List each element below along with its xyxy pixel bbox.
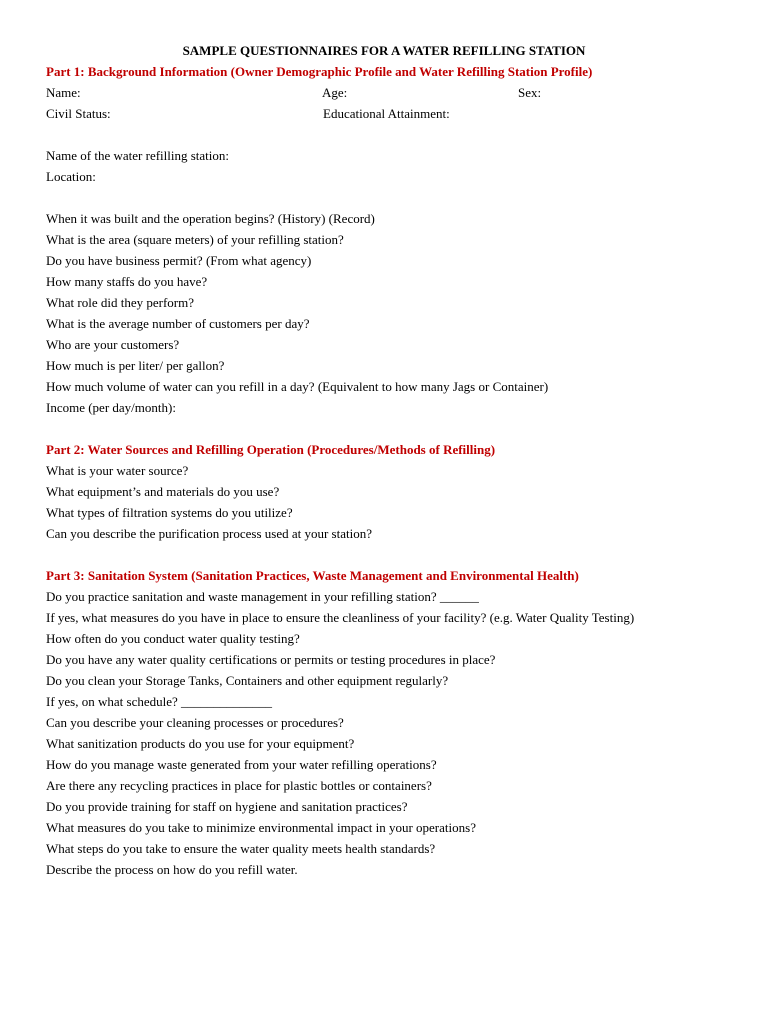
question-line: Do you practice sanitation and waste management in your refilling station? ______ — [46, 589, 479, 604]
question-line: If yes, on what schedule? ______________ — [46, 694, 273, 709]
age-label: Age: — [322, 85, 348, 100]
question-line: Income (per day/month): — [46, 400, 176, 415]
question-line: What types of filtration systems do you utilize? — [46, 505, 293, 520]
question-line: When it was built and the operation begins? (History) (Record) — [46, 211, 375, 226]
part3-heading: Part 3: Sanitation System (Sanitation Practices, Waste Management and Environmental Health) — [46, 568, 579, 583]
civil-status-label: Civil Status: — [46, 106, 111, 121]
question-line: How many staffs do you have? — [46, 274, 208, 289]
question-line: Do you provide training for staff on hygiene and sanitation practices? — [46, 799, 408, 814]
question-line: How often do you conduct water quality testing? — [46, 631, 300, 646]
sex-label: Sex: — [518, 85, 542, 100]
location-label: Location: — [46, 169, 96, 184]
question-line: If yes, what measures do you have in place to ensure the cleanliness of your facility? (e.g. Water Quality Testing) — [46, 610, 635, 625]
civil-education-row — [46, 103, 726, 124]
spacer — [46, 187, 726, 208]
question-line: What is the area (square meters) of your refilling station? — [46, 232, 344, 247]
question-line: Can you describe the purification process used at your station? — [46, 526, 372, 541]
question-line: Can you describe your cleaning processes or procedures? — [46, 715, 344, 730]
question-line: What equipment’s and materials do you use? — [46, 484, 280, 499]
question-line: Do you have any water quality certifications or permits or testing procedures in place? — [46, 652, 496, 667]
spacer — [46, 124, 726, 145]
station-name-label: Name of the water refilling station: — [46, 148, 230, 163]
question-line: What is your water source? — [46, 463, 189, 478]
question-line: Who are your customers? — [46, 337, 180, 352]
spacer — [46, 418, 726, 439]
name-age-sex-row — [46, 82, 726, 103]
question-line: How much is per liter/ per gallon? — [46, 358, 225, 373]
questionnaire-page — [46, 40, 726, 880]
question-line: How much volume of water can you refill in a day? (Equivalent to how many Jags or Container) — [46, 379, 549, 394]
question-line: How do you manage waste generated from your water refilling operations? — [46, 757, 437, 772]
question-line: What role did they perform? — [46, 295, 194, 310]
education-label: Educational Attainment: — [323, 106, 450, 121]
question-line: Describe the process on how do you refill water. — [46, 862, 298, 877]
part1-heading: Part 1: Background Information (Owner Demographic Profile and Water Refilling Station Profile) — [46, 64, 593, 79]
question-line: What sanitization products do you use for your equipment? — [46, 736, 355, 751]
name-label: Name: — [46, 85, 81, 100]
question-line: Do you have business permit? (From what agency) — [46, 253, 312, 268]
part2-heading: Part 2: Water Sources and Refilling Operation (Procedures/Methods of Refilling) — [46, 442, 496, 457]
question-line: Are there any recycling practices in place for plastic bottles or containers? — [46, 778, 432, 793]
question-line: What steps do you take to ensure the water quality meets health standards? — [46, 841, 436, 856]
question-line: What measures do you take to minimize environmental impact in your operations? — [46, 820, 476, 835]
document-title: SAMPLE QUESTIONNAIRES FOR A WATER REFILLING STATION — [182, 43, 586, 58]
spacer — [46, 544, 726, 565]
question-line: What is the average number of customers per day? — [46, 316, 310, 331]
question-line: Do you clean your Storage Tanks, Containers and other equipment regularly? — [46, 673, 449, 688]
